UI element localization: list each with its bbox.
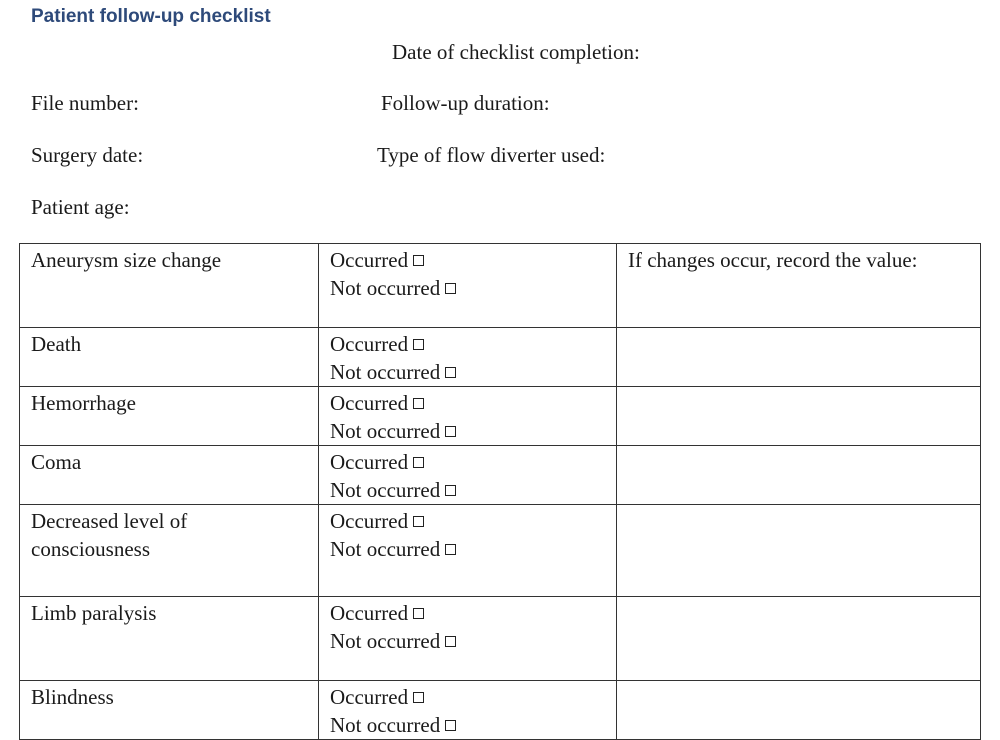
occurrence-options <box>319 328 617 387</box>
checkbox-icon[interactable] <box>413 516 424 527</box>
checkbox-icon[interactable] <box>413 692 424 703</box>
surgery-date-label: Surgery date: <box>31 143 144 167</box>
occurred-option[interactable]: Occurred <box>330 507 605 535</box>
not-occurred-option[interactable]: Not occurred <box>330 627 605 655</box>
value-cell[interactable] <box>617 446 981 505</box>
event-label: Coma <box>20 446 319 505</box>
table-row <box>20 244 981 328</box>
event-label: Hemorrhage <box>20 387 319 446</box>
occurrence-options <box>319 446 617 505</box>
checkbox-icon[interactable] <box>445 426 456 437</box>
occurred-option[interactable]: Occurred <box>330 599 605 627</box>
checkbox-icon[interactable] <box>413 339 424 350</box>
not-occurred-option[interactable]: Not occurred <box>330 711 605 739</box>
checkbox-icon[interactable] <box>413 255 424 266</box>
checkbox-icon[interactable] <box>445 544 456 555</box>
not-occurred-option[interactable]: Not occurred <box>330 535 605 563</box>
event-label: Blindness <box>20 681 319 740</box>
checkbox-icon[interactable] <box>445 636 456 647</box>
table-row <box>20 505 981 597</box>
table-row <box>20 387 981 446</box>
followup-duration-label: Follow-up duration: <box>381 91 550 115</box>
table-row <box>20 446 981 505</box>
checkbox-icon[interactable] <box>445 720 456 731</box>
occurrence-options <box>319 505 617 597</box>
occurred-option[interactable]: Occurred <box>330 330 605 358</box>
occurred-option[interactable]: Occurred <box>330 448 605 476</box>
value-cell[interactable] <box>617 681 981 740</box>
value-cell[interactable] <box>617 328 981 387</box>
event-label: Decreased level of consciousness <box>20 505 319 597</box>
checkbox-icon[interactable] <box>413 398 424 409</box>
table-row <box>20 597 981 681</box>
event-label: Death <box>20 328 319 387</box>
patient-age-label: Patient age: <box>31 195 130 219</box>
event-label: Limb paralysis <box>20 597 319 681</box>
file-number-label: File number: <box>31 91 139 115</box>
occurrence-options <box>319 681 617 740</box>
value-note: If changes occur, record the value: <box>617 244 981 328</box>
occurrence-options <box>319 387 617 446</box>
not-occurred-option[interactable]: Not occurred <box>330 417 605 445</box>
page-title: Patient follow-up checklist <box>31 6 271 27</box>
date-completion-label: Date of checklist completion: <box>392 40 640 64</box>
checkbox-icon[interactable] <box>445 283 456 294</box>
event-label: Aneurysm size change <box>20 244 319 328</box>
value-cell[interactable] <box>617 505 981 597</box>
occurred-option[interactable]: Occurred <box>330 389 605 417</box>
occurred-option[interactable]: Occurred <box>330 246 605 274</box>
checkbox-icon[interactable] <box>413 608 424 619</box>
not-occurred-option[interactable]: Not occurred <box>330 476 605 504</box>
not-occurred-option[interactable]: Not occurred <box>330 274 605 302</box>
value-cell[interactable] <box>617 387 981 446</box>
flow-diverter-label: Type of flow diverter used: <box>377 143 606 167</box>
checkbox-icon[interactable] <box>445 485 456 496</box>
value-cell[interactable] <box>617 597 981 681</box>
occurrence-options <box>319 244 617 328</box>
occurrence-options <box>319 597 617 681</box>
not-occurred-option[interactable]: Not occurred <box>330 358 605 386</box>
table-row <box>20 681 981 740</box>
table-row <box>20 328 981 387</box>
occurred-option[interactable]: Occurred <box>330 683 605 711</box>
checkbox-icon[interactable] <box>413 457 424 468</box>
checklist-table <box>19 243 981 740</box>
checkbox-icon[interactable] <box>445 367 456 378</box>
